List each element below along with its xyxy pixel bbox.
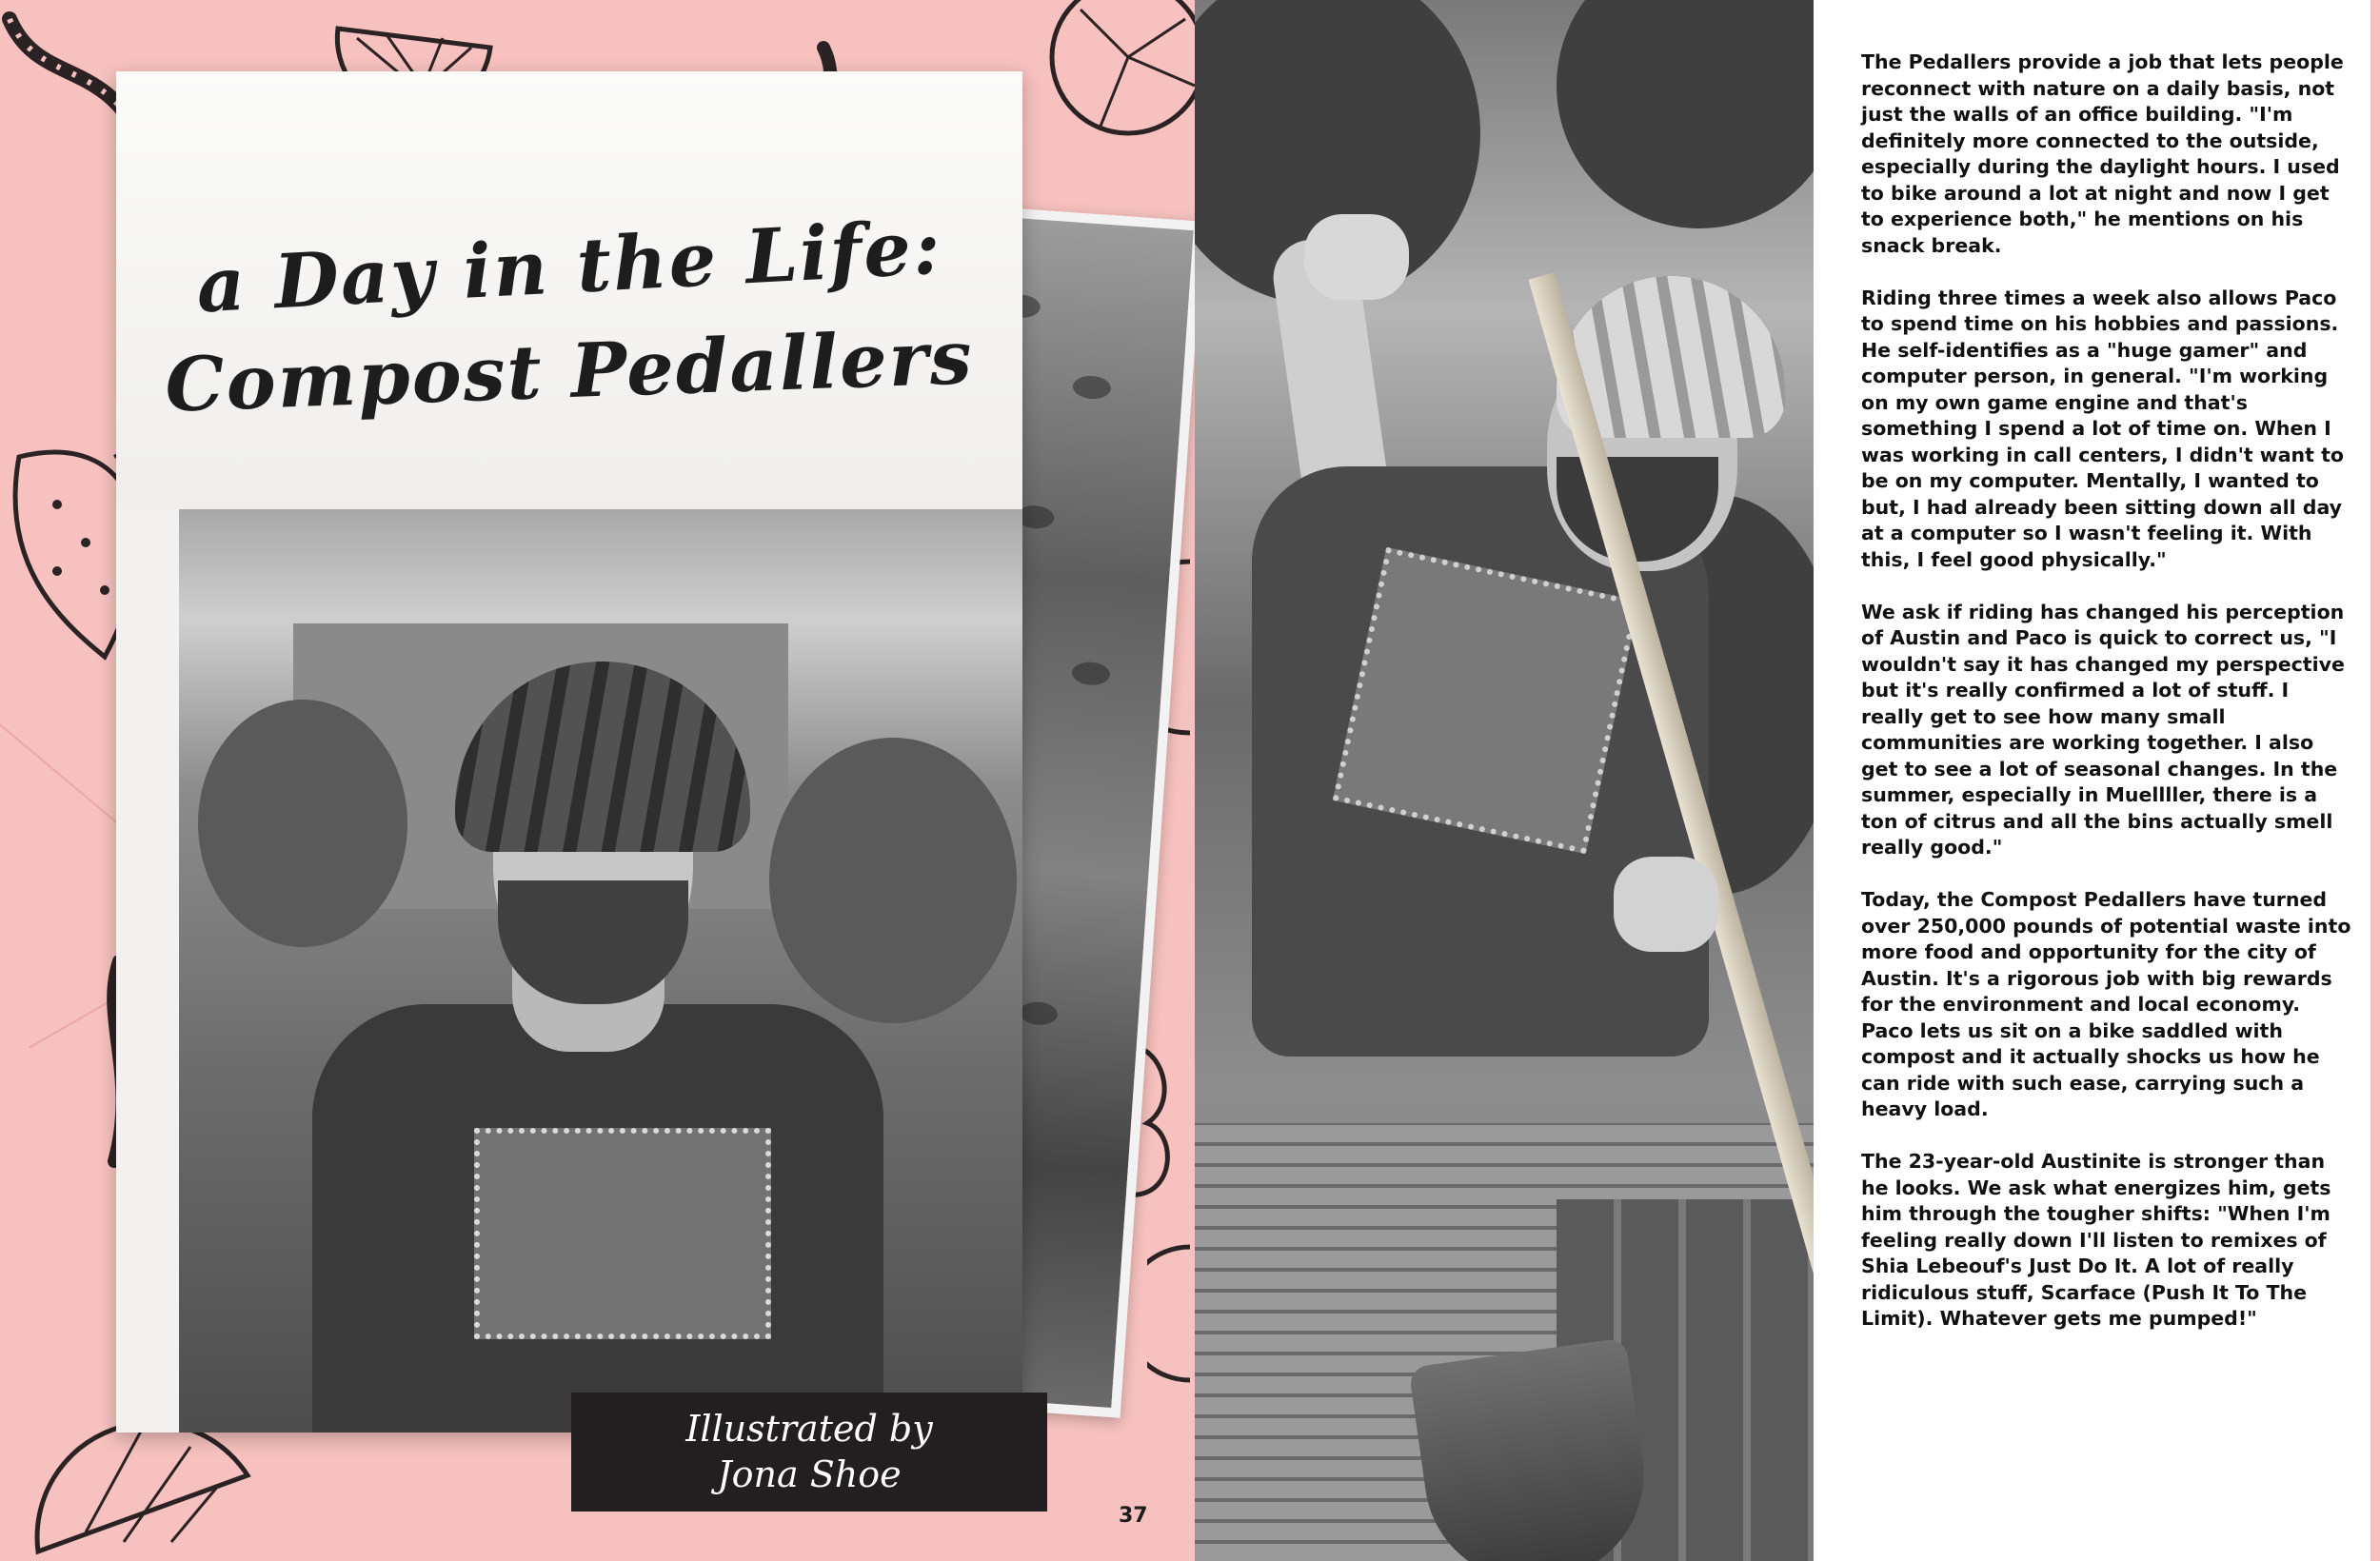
shoveling-photo — [1195, 0, 1814, 1561]
upper-hand — [1304, 214, 1409, 300]
lower-hand — [1614, 857, 1718, 952]
page-edge — [2370, 0, 2380, 1561]
title-area — [116, 71, 1022, 509]
credit-line1: Illustrated by — [685, 1408, 933, 1450]
article-title-line1: a Day in the Life: — [194, 204, 944, 330]
foliage — [1557, 0, 1814, 228]
orange-slice-icon — [1042, 0, 1195, 162]
worker-shirt-graphic — [1333, 547, 1640, 855]
article-paragraph: The 23-year-old Austinite is stronger than he looks. We ask what energizes him, gets him through the tougher shifts: "When I'm feeling really down I'll listen to remixes of Shia Lebeouf's Just Do It. A lot of really ridiculous stuff, Scarface (Push It To The Limit). Whatever gets me pumped!" — [1861, 1150, 2331, 1330]
feature-photo-card — [116, 71, 1022, 1433]
portrait-photo — [179, 509, 1022, 1433]
bike-helmet — [455, 662, 750, 852]
article-body — [1861, 49, 2356, 1358]
article-paragraph: Today, the Compost Pedallers have turned over 250,000 pounds of potential waste into more food and opportunity for the city of Austin. It's a rigorous job with big rewards for the environment and local economy. Paco lets us sit on a bike saddled with compost and it actually shocks us how he can ride with such ease, carrying such a heavy load. — [1861, 888, 2351, 1120]
article-paragraph: We ask if riding has changed his perception of Austin and Paco is quick to correct us, "I wouldn't say it has changed my perspective but it's really confirmed a lot of stuff. I really get to see how many small communities are working together. I also get to see a lot of seasonal changes. In the summer, especially in Muellller, there is a ton of citrus and all the bins actually smell really good." — [1861, 600, 2345, 859]
illustrator-credit — [571, 1393, 1047, 1512]
article-paragraph: The Pedallers provide a job that lets people reconnect with nature on a daily basis, not just the walls of an office building. "I'm definitely more connected to the outside, especially during the daylight hours. I used to bike around a lot at night and now I get to experience both," he mentions on his snack break. — [1861, 50, 2344, 257]
cyclist-figure — [293, 509, 902, 1433]
article-paragraph: Riding three times a week also allows Paco to spend time on his hobbies and passions. He self-identifies as a "huge gamer" and computer person, in general. "I'm working on my own game engine and that's something I spend a lot of time on. When I was working in call centers, I didn't want to be on my computer. Mentally, I wanted to but, I had already been sitting down all day at a computer so I wasn't feeling it. With this, I feel good physically." — [1861, 286, 2344, 571]
orange-slice-icon — [1147, 1237, 1195, 1390]
credit-line2: Jona Shoe — [717, 1453, 902, 1495]
article-title-line2: Compost Pedallers — [163, 314, 976, 429]
page-number: 37 — [1119, 1504, 1148, 1528]
shirt-graphic — [474, 1128, 771, 1339]
shovel-blade — [1408, 1337, 1656, 1561]
